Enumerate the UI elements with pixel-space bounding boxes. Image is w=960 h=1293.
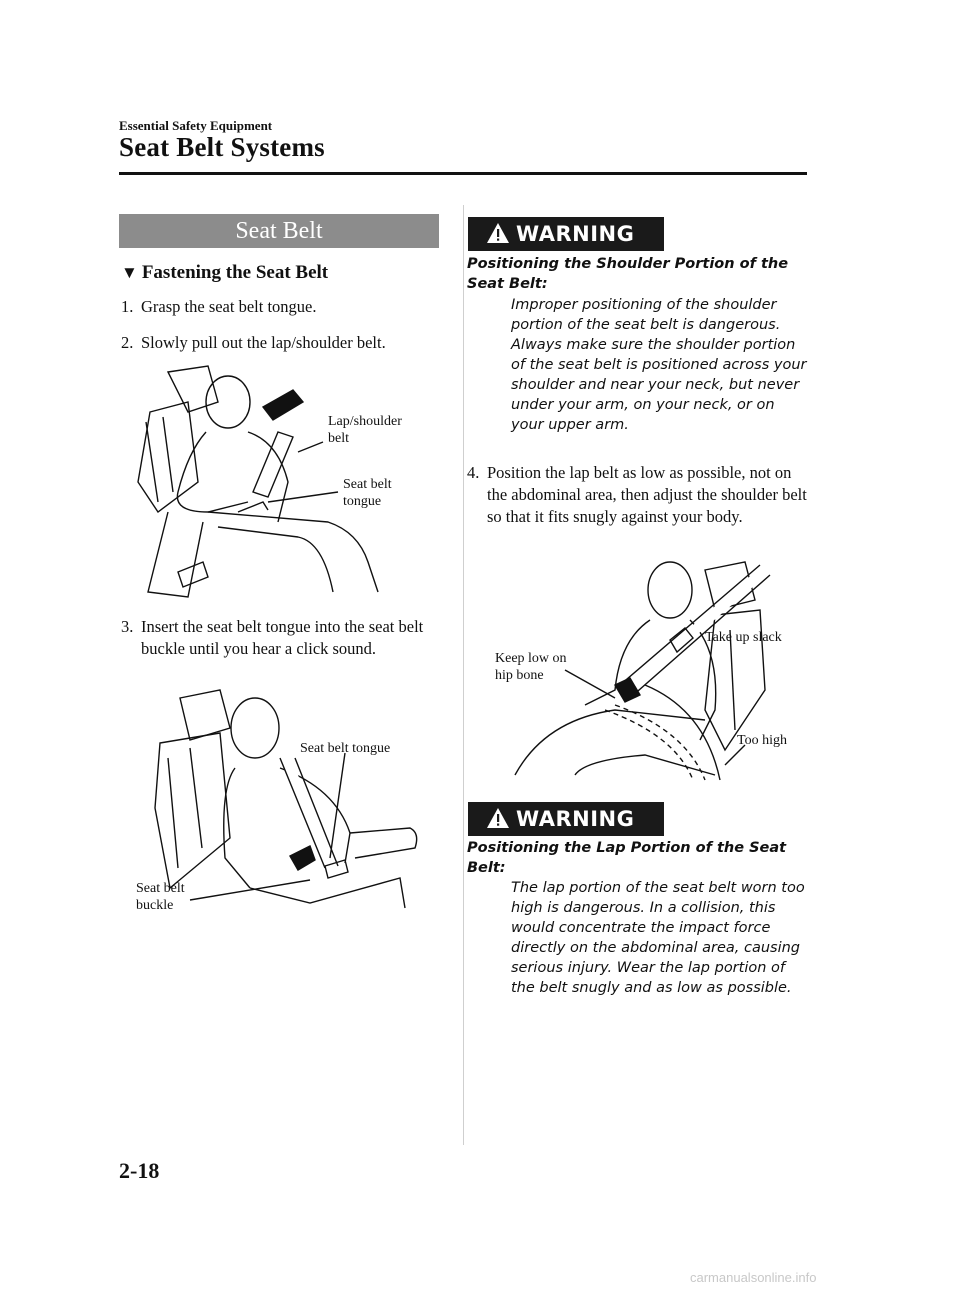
step-1 bbox=[121, 296, 441, 318]
triangle-down-icon: ▼ bbox=[121, 263, 138, 282]
subheading-text: Fastening the Seat Belt bbox=[141, 262, 329, 283]
step-text: Position the lap belt as low as possible, not on the abdominal area, then adjust the shoulder belt so that it fits snugly against your body. bbox=[487, 463, 807, 526]
step-text: Insert the seat belt tongue into the seat belt buckle until you hear a click sound. bbox=[141, 617, 424, 658]
step-2 bbox=[121, 332, 441, 354]
section-label: Essential Safety Equipment bbox=[119, 118, 273, 133]
label-seat-belt-buckle bbox=[136, 880, 185, 914]
label-take-up-slack: Take up slack bbox=[705, 630, 782, 645]
subheading bbox=[121, 262, 328, 284]
label-line: Keep low on bbox=[495, 651, 567, 666]
warning-label: WARNING bbox=[516, 222, 635, 246]
step-3 bbox=[121, 616, 443, 660]
step-text: Grasp the seat belt tongue. bbox=[141, 297, 317, 316]
label-seat-belt-tongue-2: Seat belt tongue bbox=[300, 741, 391, 756]
warning-2-body: The lap portion of the seat belt worn too high is dangerous. In a collision, this would concentrate the impact force directly on the abdominal area, causing serious injury. Wear the lap portion of the belt snugly and as low as possible. bbox=[511, 880, 805, 996]
section-banner: Seat Belt bbox=[119, 214, 439, 248]
label-line: buckle bbox=[136, 898, 174, 913]
label-line: belt bbox=[328, 431, 349, 446]
warning-label: WARNING bbox=[516, 807, 635, 831]
label-line: hip bone bbox=[495, 668, 544, 683]
step-number: 1. bbox=[121, 297, 134, 316]
warning-triangle-icon bbox=[486, 222, 510, 244]
column-divider bbox=[463, 205, 464, 1145]
step-4 bbox=[467, 462, 809, 528]
label-line: tongue bbox=[343, 494, 382, 509]
step-number: 4. bbox=[467, 463, 480, 482]
warning-1-heading: Positioning the Shoulder Portion of the Seat Belt: bbox=[467, 256, 789, 292]
page-number: 2-18 bbox=[119, 1158, 160, 1183]
warning-2-heading: Positioning the Lap Portion of the Seat Belt: bbox=[467, 840, 787, 876]
label-line: Seat belt bbox=[136, 881, 185, 896]
warning-1-body: Improper positioning of the shoulder portion of the seat belt is dangerous. Always make sure the shoulder portion of the seat belt is positioned across your shoulder and near your neck, but never under your arm, on your neck, or on your upper arm. bbox=[511, 297, 807, 433]
step-number: 3. bbox=[121, 617, 134, 636]
page-title: Seat Belt Systems bbox=[119, 132, 325, 162]
label-seat-belt-tongue bbox=[343, 476, 392, 510]
label-keep-low bbox=[495, 650, 567, 684]
warning-badge-2 bbox=[468, 802, 664, 836]
label-lap-shoulder-belt bbox=[328, 413, 402, 447]
step-text: Slowly pull out the lap/shoulder belt. bbox=[141, 333, 386, 352]
label-line: Seat belt bbox=[343, 477, 392, 492]
warning-badge-1 bbox=[468, 217, 664, 251]
watermark: carmanualsonline.info bbox=[690, 1270, 817, 1285]
warning-triangle-icon bbox=[486, 807, 510, 829]
label-too-high: Too high bbox=[737, 733, 787, 748]
step-number: 2. bbox=[121, 333, 134, 352]
label-line: Lap/shoulder bbox=[328, 414, 402, 429]
figure-insert-tongue bbox=[150, 688, 420, 920]
title-rule bbox=[119, 172, 807, 175]
